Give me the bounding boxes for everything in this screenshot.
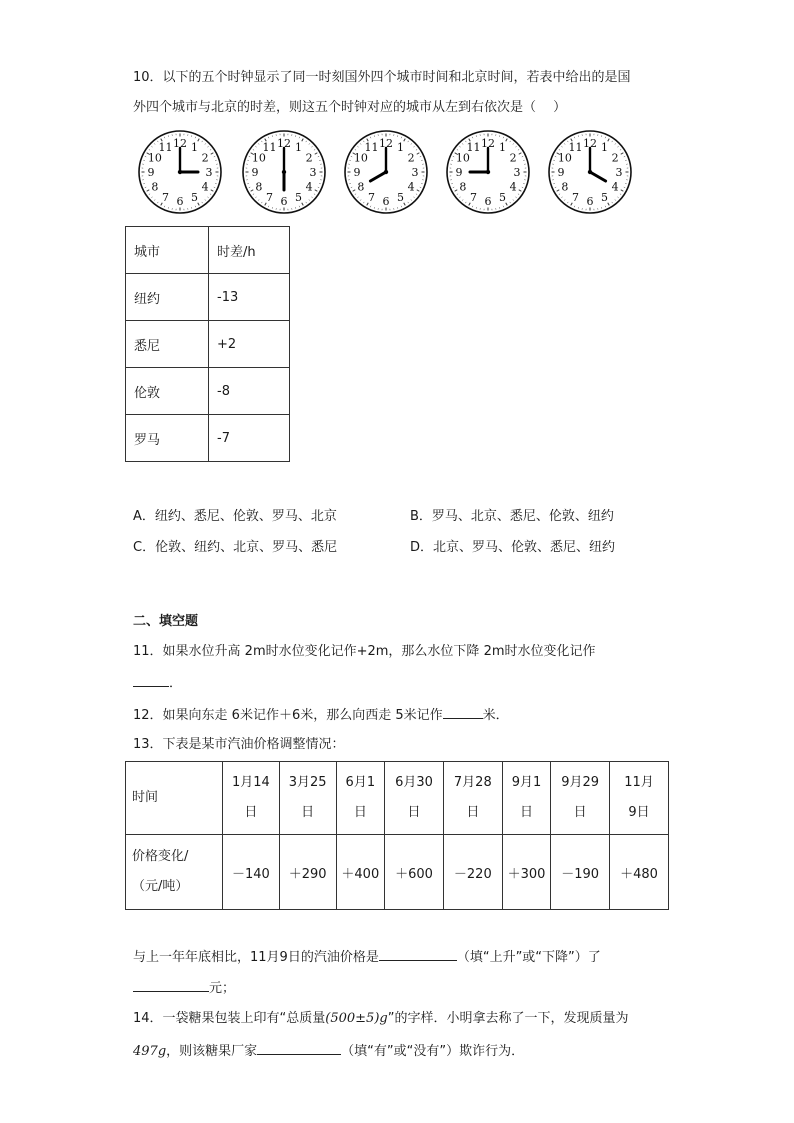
- q13-intro: 13．下表是某市汽油价格调整情况：: [133, 737, 345, 752]
- clock-tick: [455, 190, 458, 192]
- price-header: 价格变化/ （元/吨）: [126, 835, 223, 910]
- clock-number: 5: [295, 191, 302, 205]
- q14-spec: (500±5)g: [325, 1011, 388, 1026]
- clock-number: 9: [455, 166, 463, 179]
- clock-tick: [605, 206, 606, 207]
- clock-number: 9: [557, 166, 565, 179]
- clock-tick: [306, 141, 307, 142]
- q14-post: ”的字样．小明拿去称了一下，发现质量为: [387, 1011, 629, 1026]
- clock-number: 10: [455, 151, 470, 165]
- clock-tick: [315, 190, 318, 192]
- q11-line2: [133, 672, 182, 694]
- price-cell: －140: [223, 835, 280, 910]
- clock-tick: [164, 206, 165, 207]
- clock-tick: [413, 146, 414, 147]
- table-cell: -7: [209, 415, 290, 462]
- clock-number: 12: [277, 137, 291, 150]
- oil-price-table: [125, 761, 669, 910]
- table-row: [126, 321, 290, 368]
- clock-number: 2: [305, 151, 313, 165]
- clock-tick: [214, 156, 215, 157]
- clock-tick: [574, 137, 575, 138]
- clock-tick: [561, 197, 562, 198]
- clock-tick: [306, 202, 307, 203]
- clock-number: 3: [411, 166, 419, 179]
- clock-center: [282, 170, 286, 174]
- clock-number: 6: [484, 195, 492, 208]
- clock-tick: [513, 199, 514, 200]
- clock-number: 11: [466, 140, 481, 154]
- table-row: [126, 415, 290, 462]
- q14-mid: ，则该糖果厂家: [166, 1044, 258, 1059]
- clock-tick: [617, 197, 618, 198]
- clock-tick: [503, 137, 504, 138]
- table-cell: 纽约: [126, 274, 209, 321]
- clock-tick: [202, 141, 203, 142]
- table-cell: +2: [209, 321, 290, 368]
- time-header: 时间: [126, 762, 223, 835]
- clock-number: 11: [364, 140, 379, 154]
- clock-tick: [416, 194, 417, 195]
- clock-tick: [518, 194, 519, 195]
- clock-number: 5: [191, 191, 198, 205]
- clock-tick: [417, 190, 420, 192]
- clock-tick: [360, 143, 361, 144]
- option-d[interactable]: D．北京、罗马、伦敦、悉尼、纽约: [410, 540, 616, 555]
- clock-tick: [147, 190, 150, 192]
- clock-tick: [353, 190, 356, 192]
- clock-number: 1: [601, 140, 608, 154]
- clock-number: 10: [353, 151, 368, 165]
- date-cell: 1月14 日: [223, 762, 280, 835]
- clock-number: 2: [509, 151, 517, 165]
- clock-tick: [207, 197, 208, 198]
- clock-number: 12: [583, 137, 597, 150]
- clock-tick: [249, 156, 250, 157]
- clock-number: 6: [382, 195, 390, 208]
- clock-tick: [211, 190, 214, 192]
- table-row: [126, 368, 290, 415]
- clock-tick: [314, 149, 315, 150]
- clock-tick: [149, 194, 150, 195]
- clock-tick: [519, 153, 522, 155]
- price-cell: ＋480: [610, 835, 669, 910]
- clock-tick: [564, 199, 565, 200]
- date-cell: 9月1 日: [502, 762, 551, 835]
- q13-after-line2: [133, 977, 235, 999]
- clock-number: 7: [162, 191, 169, 205]
- clock-number: 1: [191, 140, 198, 154]
- clock-tick: [420, 187, 421, 188]
- table-cell: 伦敦: [126, 368, 209, 415]
- clock-tick: [519, 190, 522, 192]
- clock-number: 7: [266, 191, 273, 205]
- clock-tick: [261, 202, 262, 203]
- clock-number: 1: [397, 140, 404, 154]
- q12-line: [133, 704, 509, 726]
- clock-center: [588, 170, 592, 174]
- clock-tick: [311, 197, 312, 198]
- clock-tick: [555, 156, 556, 157]
- clock-number: 8: [255, 180, 263, 194]
- clock-tick: [309, 199, 310, 200]
- clock-tick: [314, 194, 315, 195]
- table-row: [126, 227, 290, 274]
- q14-tail: （填“有”或“没有”）欺诈行为．: [341, 1044, 525, 1059]
- clock-tick: [258, 199, 259, 200]
- clock-5: [546, 128, 634, 216]
- clock-tick: [559, 149, 560, 150]
- clock-2: [240, 128, 328, 216]
- clock-tick: [457, 194, 458, 195]
- clock-number: 7: [368, 191, 375, 205]
- clock-tick: [363, 202, 364, 203]
- q14-weight: 497g: [133, 1044, 167, 1059]
- q12-pre: 12．如果向东走 6米记作＋6米，那么向西走 5米记作: [133, 708, 443, 723]
- clock-tick: [255, 146, 256, 147]
- clock-tick: [615, 199, 616, 200]
- clock-tick: [210, 149, 211, 150]
- table-cell: 罗马: [126, 415, 209, 462]
- clock-tick: [555, 187, 556, 188]
- clock-1: [136, 128, 224, 216]
- clock-tick: [462, 199, 463, 200]
- clock-tick: [621, 153, 624, 155]
- clock-tick: [605, 137, 606, 138]
- clock-tick: [453, 187, 454, 188]
- q14-line1: [133, 1009, 628, 1029]
- clock-number: 11: [158, 140, 173, 154]
- table-row: [126, 274, 290, 321]
- q13-direction-blank[interactable]: [379, 946, 457, 961]
- clock-tick: [465, 202, 466, 203]
- q10-line2: 外四个城市与北京的时差，则这五个时钟对应的城市从左到右依次是（ ）: [133, 100, 567, 115]
- option-c[interactable]: C．伦敦、纽约、北京、罗马、悉尼: [133, 540, 338, 555]
- clock-number: 2: [611, 151, 619, 165]
- clock-tick: [417, 153, 420, 155]
- option-a[interactable]: A．纽约、悉尼、伦敦、罗马、北京: [133, 509, 337, 524]
- clock-number: 8: [357, 180, 365, 194]
- option-b[interactable]: B．罗马、北京、悉尼、伦敦、纽约: [410, 509, 614, 524]
- clock-tick: [401, 137, 402, 138]
- clock-tick: [360, 199, 361, 200]
- clock-tick: [574, 206, 575, 207]
- table-row: [126, 762, 669, 835]
- q13-amount-blank[interactable]: [133, 977, 209, 992]
- clock-center: [384, 170, 388, 174]
- clock-tick: [416, 149, 417, 150]
- q13-after-line1: [133, 946, 601, 968]
- table-row: [126, 835, 669, 910]
- clock-number: 3: [205, 166, 213, 179]
- clock-tick: [149, 149, 150, 150]
- clock-number: 4: [509, 180, 517, 194]
- clock-tick: [207, 146, 208, 147]
- clock-number: 6: [586, 195, 594, 208]
- clock-tick: [557, 190, 560, 192]
- clock-tick: [311, 146, 312, 147]
- clock-tick: [210, 194, 211, 195]
- clock-tick: [145, 187, 146, 188]
- clock-tick: [145, 156, 146, 157]
- price-cell: ＋600: [385, 835, 444, 910]
- clock-tick: [411, 199, 412, 200]
- clock-tick: [351, 187, 352, 188]
- clock-tick: [251, 190, 254, 192]
- clock-number: 7: [470, 191, 477, 205]
- section-title: 二、填空题: [133, 614, 199, 629]
- clock-tick: [453, 156, 454, 157]
- clock-3: [342, 128, 430, 216]
- price-cell: ＋290: [279, 835, 336, 910]
- clock-tick: [258, 143, 259, 144]
- price-cell: ＋300: [502, 835, 551, 910]
- clock-number: 7: [572, 191, 579, 205]
- clock-tick: [472, 206, 473, 207]
- q14-line2: [133, 1040, 524, 1062]
- clock-tick: [564, 143, 565, 144]
- clock-number: 1: [295, 140, 302, 154]
- clock-tick: [151, 146, 152, 147]
- clock-tick: [620, 149, 621, 150]
- clock-tick: [617, 146, 618, 147]
- clock-tick: [510, 202, 511, 203]
- clock-tick: [621, 190, 624, 192]
- clock-tick: [401, 206, 402, 207]
- clock-tick: [299, 206, 300, 207]
- clock-tick: [513, 143, 514, 144]
- clock-tick: [518, 149, 519, 150]
- clock-number: 8: [561, 180, 569, 194]
- clock-tick: [510, 141, 511, 142]
- date-cell: 9月29 日: [551, 762, 610, 835]
- q11-line1: 11．如果水位升高 2m时水位变化记作+2m，那么水位下降 2m时水位变化记作: [133, 644, 596, 659]
- clock-tick: [315, 153, 318, 155]
- clock-tick: [164, 137, 165, 138]
- date-cell: 6月1 日: [336, 762, 385, 835]
- clock-tick: [624, 187, 625, 188]
- clock-tick: [211, 153, 214, 155]
- clock-tick: [355, 149, 356, 150]
- clock-number: 12: [481, 137, 495, 150]
- clock-tick: [413, 197, 414, 198]
- clock-tick: [459, 197, 460, 198]
- clock-number: 5: [397, 191, 404, 205]
- clock-tick: [157, 202, 158, 203]
- clock-number: 4: [611, 180, 619, 194]
- table-cell: -13: [209, 274, 290, 321]
- clock-number: 2: [201, 151, 209, 165]
- clock-tick: [351, 156, 352, 157]
- clock-center: [486, 170, 490, 174]
- q13-after-end: 元；: [209, 981, 236, 996]
- clock-number: 3: [309, 166, 317, 179]
- clock-tick: [214, 187, 215, 188]
- q12-answer-blank[interactable]: [443, 704, 483, 719]
- clock-tick: [408, 141, 409, 142]
- clock-tick: [249, 187, 250, 188]
- clock-tick: [459, 146, 460, 147]
- q10-line1: 10．以下的五个时钟显示了同一时刻国外四个城市时间和北京时间，若表中给出的是国: [133, 70, 631, 85]
- date-cell: 3月25 日: [279, 762, 336, 835]
- clock-tick: [503, 206, 504, 207]
- clock-tick: [370, 137, 371, 138]
- clock-number: 6: [176, 195, 184, 208]
- clock-4: [444, 128, 532, 216]
- clock-tick: [370, 206, 371, 207]
- hour-hand: [370, 172, 386, 181]
- clock-number: 9: [147, 166, 155, 179]
- clock-tick: [357, 146, 358, 147]
- clock-number: 12: [379, 137, 393, 150]
- clock-tick: [154, 199, 155, 200]
- clock-number: 3: [615, 166, 623, 179]
- q11-answer-blank[interactable]: [133, 672, 169, 687]
- clock-tick: [515, 197, 516, 198]
- clock-tick: [151, 197, 152, 198]
- clock-tick: [268, 206, 269, 207]
- clock-tick: [255, 197, 256, 198]
- q13-after-pre: 与上一年年底相比，11月9日的汽油价格是: [133, 950, 379, 965]
- clock-row: [136, 128, 636, 220]
- clock-tick: [620, 194, 621, 195]
- date-cell: 7月28 日: [443, 762, 502, 835]
- clock-tick: [205, 199, 206, 200]
- q11-tail: ．: [169, 676, 183, 691]
- clock-number: 2: [407, 151, 415, 165]
- clock-tick: [462, 143, 463, 144]
- q13-after-mid: （填“上升”或“下降”）了: [456, 950, 601, 965]
- clock-number: 1: [499, 140, 506, 154]
- clock-number: 5: [499, 191, 506, 205]
- table-cell: 悉尼: [126, 321, 209, 368]
- clock-tick: [567, 202, 568, 203]
- clock-number: 8: [459, 180, 467, 194]
- clock-number: 10: [557, 151, 572, 165]
- clock-tick: [457, 149, 458, 150]
- price-cell: －220: [443, 835, 502, 910]
- q12-post: 米．: [482, 708, 509, 723]
- clock-tick: [357, 197, 358, 198]
- table-cell: -8: [209, 368, 290, 415]
- clock-number: 4: [305, 180, 313, 194]
- clock-number: 9: [353, 166, 361, 179]
- clock-tick: [472, 137, 473, 138]
- clock-number: 8: [151, 180, 159, 194]
- clock-tick: [612, 202, 613, 203]
- clock-number: 10: [251, 151, 266, 165]
- clock-number: 11: [568, 140, 583, 154]
- timezone-table: [125, 226, 290, 462]
- q14-answer-blank[interactable]: [257, 1040, 341, 1055]
- clock-tick: [559, 194, 560, 195]
- clock-tick: [522, 156, 523, 157]
- clock-tick: [195, 206, 196, 207]
- clock-tick: [624, 156, 625, 157]
- q14-pre: 14．一袋糖果包装上印有“总质量: [133, 1011, 326, 1026]
- clock-number: 3: [513, 166, 521, 179]
- clock-number: 4: [407, 180, 415, 194]
- clock-tick: [355, 194, 356, 195]
- clock-number: 12: [173, 137, 187, 150]
- clock-tick: [309, 143, 310, 144]
- clock-tick: [561, 146, 562, 147]
- price-cell: ＋400: [336, 835, 385, 910]
- clock-center: [178, 170, 182, 174]
- clock-tick: [522, 187, 523, 188]
- clock-tick: [253, 194, 254, 195]
- date-cell: 11月 9日: [610, 762, 669, 835]
- date-cell: 6月30 日: [385, 762, 444, 835]
- clock-number: 6: [280, 195, 288, 208]
- clock-number: 4: [201, 180, 209, 194]
- clock-tick: [268, 137, 269, 138]
- clock-tick: [299, 137, 300, 138]
- clock-number: 11: [262, 140, 277, 154]
- clock-tick: [612, 141, 613, 142]
- clock-tick: [515, 146, 516, 147]
- clock-tick: [253, 149, 254, 150]
- clock-tick: [318, 187, 319, 188]
- clock-tick: [318, 156, 319, 157]
- clock-tick: [411, 143, 412, 144]
- table-header-diff: 时差/h: [209, 227, 290, 274]
- clock-number: 5: [601, 191, 608, 205]
- clock-tick: [205, 143, 206, 144]
- clock-tick: [195, 137, 196, 138]
- clock-number: 9: [251, 166, 259, 179]
- clock-tick: [202, 202, 203, 203]
- clock-tick: [408, 202, 409, 203]
- table-header-city: 城市: [126, 227, 209, 274]
- hour-hand: [590, 172, 606, 181]
- clock-number: 10: [147, 151, 162, 165]
- clock-tick: [154, 143, 155, 144]
- price-cell: －190: [551, 835, 610, 910]
- clock-tick: [615, 143, 616, 144]
- clock-tick: [420, 156, 421, 157]
